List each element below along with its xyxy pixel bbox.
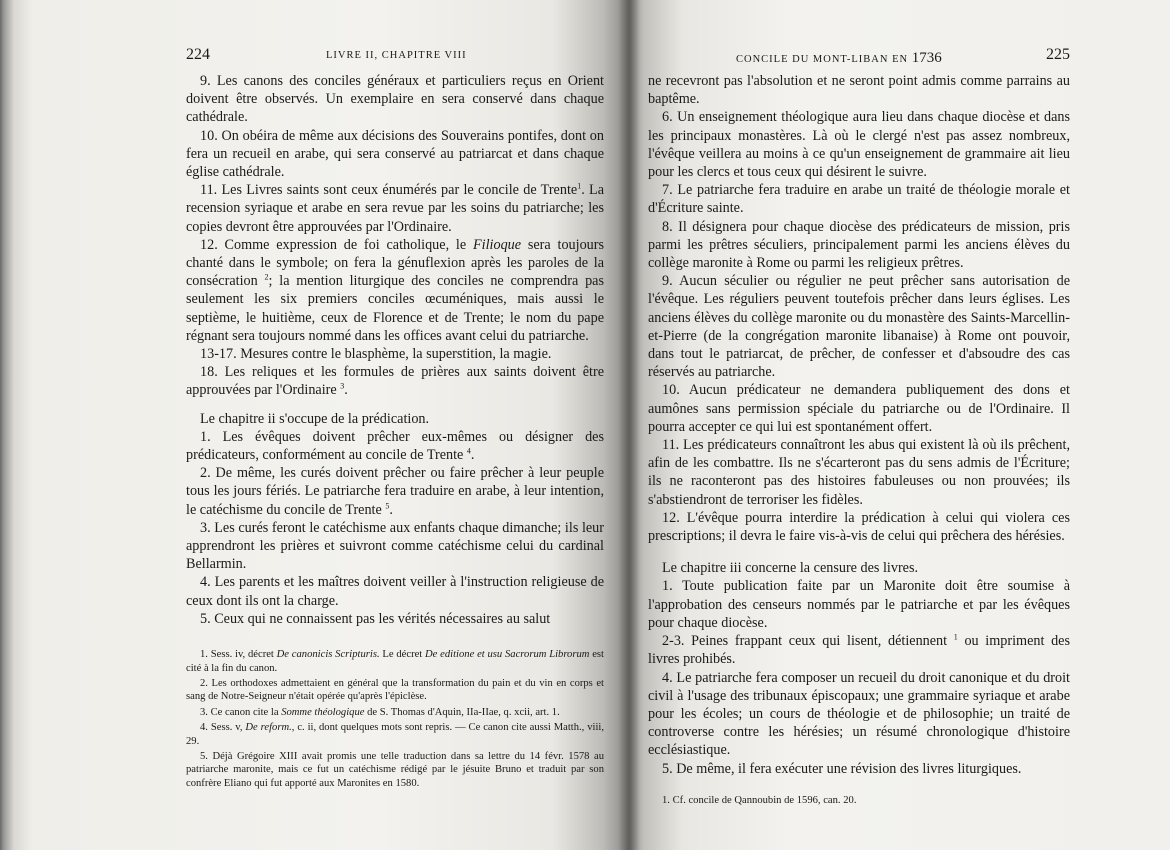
paragraph: 1. Les évêques doivent prêcher eux-mêmes ou désigner des prédicateurs, conformément au concile de Trente $^4$. xyxy=(186,428,604,464)
paragraph: 4. Le patriarche fera composer un recueil du droit canonique et du droit civil à l'usage des tribunaux épiscopaux; une grammaire syriaque et arabe pour les écoles; un cours de théologie et de philosophie; un traité de controverse contre les hérésies; un résumé chronologique d'histoire ecclésiastique. xyxy=(648,669,1070,759)
paragraph: 11. Les prédicateurs connaîtront les abus qui existent là où ils prêchent, afin de les combattre. Ils ne s'écarteront pas du sens admis de l'Écriture; ils ne raconteront pas des histoires fabuleuses ou non prouvées; ils s'abstiendront de terroriser les fidèles. xyxy=(648,437,1070,508)
running-head: CONCILE DU MONT-LIBAN EN 1736 xyxy=(736,50,942,66)
section-intro: Le chapitre iii concerne la censure des livres. xyxy=(662,560,919,577)
footnote: 1. Cf. concile de Qannoubin de 1596, can. 20. xyxy=(662,794,857,806)
paragraph: 7. Le patriarche fera traduire en arabe un traité de théologie morale et d'Écriture sainte. xyxy=(648,182,1070,217)
paragraph: 2. De même, les curés doivent prêcher ou faire prêcher à leur peuple tous les jours fériés. Le patriarche fera traduire en arabe, à leur intention, le catéchisme du concile de Trente $^5$. xyxy=(186,465,604,518)
footnotes xyxy=(186,648,604,790)
book-gutter xyxy=(618,0,640,850)
paragraph: 6. Un enseignement théologique aura lieu dans chaque diocèse et dans les principaux monastères. Là où le clergé n'est pas assez nombreux, l'évêque veillera au moins à ce qu'un enseignement de grammaire ait lieu pour les clercs et tous ceux qui désirent le suivre. xyxy=(648,109,1070,181)
paragraph: 12. Comme expression de foi catholique, le Filioque sera toujours chanté dans le symbole; on fera la génuflexion après les paroles de la consécration $^2$; la mention liturgique des conciles ne comprendra pas seulement les six premiers conciles œcuméniques, mais aussi le septième, le huitième, ceux de Florence et de Trente; le nom du pape régnant sera toujours nommé dans les offices avant celui du patriarche. xyxy=(186,236,605,344)
page-number: 224 xyxy=(186,46,210,63)
footnote-ref: 3 xyxy=(340,381,345,391)
footnote: 4. Sess. v, De reform., c. ii, dont quelques mots sont repris. — Ce canon cite aussi Matth., viii, 29. xyxy=(186,722,604,747)
footnote: 2. Les orthodoxes admettaient en général que la transformation du pain et du vin en corps et sang de Notre-Seigneur n'était opérée qu'après l'épiclèse. xyxy=(186,677,604,703)
footnote: 5. Déjà Grégoire XIII avait promis une telle traduction dans sa lettre du 14 févr. 1578 au patriarche maronite, mais ce fut un catéchisme rédigé par le jésuite Bruno et traduit par son confrère Eliano qui fut apporté aux Maronites en 1580. xyxy=(186,750,604,789)
footnote-ref: 2 xyxy=(264,272,269,282)
footnote: 3. Ce canon cite la Somme théologique de S. Thomas d'Aquin, IIa-IIae, q. xcii, art. 1. xyxy=(200,706,560,718)
left-page-body xyxy=(186,72,604,628)
footnotes xyxy=(648,794,1070,807)
running-head: LIVRE II, CHAPITRE VIII xyxy=(326,50,467,61)
paragraph: 3. Les curés feront le catéchisme aux enfants chaque dimanche; ils leur apprendront les prières et suivront comme catéchisme celui du cardinal Bellarmin. xyxy=(186,519,604,573)
footnote-ref: 1 xyxy=(577,181,582,191)
paragraph: 18. Les reliques et les formules de prières aux saints doivent être approuvées par l'Ordinaire $^3$. xyxy=(186,364,604,399)
paragraph: 9. Les canons des conciles généraux et particuliers reçus en Orient doivent être observés. Un exemplaire en sera conservé dans chaque cathédrale. xyxy=(186,73,604,126)
paragraph: 4. Les parents et les maîtres doivent veiller à l'instruction religieuse de ceux dont ils ont la charge. xyxy=(186,574,604,609)
paragraph: 8. Il désignera pour chaque diocèse des prédicateurs de mission, pris parmi les prêtres séculiers, principalement parmi les anciens élèves du collège maronite à Rome ou parmi les religieux prêtres. xyxy=(648,218,1070,272)
paragraph: 10. Aucun prédicateur ne demandera publiquement des dons et aumônes sans permission spéciale du patriarche ou de l'Ordinaire. Il pourra accepter ce qui lui est spontanément offert. xyxy=(648,382,1070,435)
right-page-header xyxy=(648,46,1070,72)
footnote: 1. Sess. iv, décret De canonicis Scripturis. Le décret De editione et usu Sacrorum Librorum est cité à la fin du canon. xyxy=(186,649,604,674)
paragraph: 5. De même, il fera exécuter une révision des livres liturgiques. xyxy=(662,760,1022,777)
paragraph: 10. On obéira de même aux décisions des Souverains pontifes, dont on fera un recueil en arabe, qui sera conservé au patriarcat et dans chaque église cathédrale. xyxy=(186,127,604,181)
paragraph: 5. Ceux qui ne connaissent pas les vérités nécessaires au salut xyxy=(200,610,551,627)
right-page-body xyxy=(648,72,1070,778)
footnote-ref: 4 xyxy=(466,446,471,456)
paragraph: 2-3. Peines frappant ceux qui lisent, détiennent $^1$ ou impriment des livres prohibés. xyxy=(648,632,1070,668)
page-number: 225 xyxy=(1046,46,1070,63)
left-page-header xyxy=(186,46,604,72)
right-page xyxy=(628,0,1170,850)
paragraph: 12. L'évêque pourra interdire la prédication à celui qui violera ces prescriptions; il devra le faire vis-à-vis de celui qui prêchera des hérésies. xyxy=(648,509,1070,545)
paragraph: 13-17. Mesures contre le blasphème, la superstition, la magie. xyxy=(200,346,552,363)
footnote-ref: 1 xyxy=(953,632,958,642)
footnote-ref: 5 xyxy=(385,500,390,510)
paragraph: 9. Aucun séculier ou régulier ne peut prêcher sans autorisation de l'évêque. Les réguliers peuvent toutefois prêcher dans leurs églises. Les anciens élèves du collège maronite ou du monastère des Saints-Marcellin-et-Pierre (de la congrégation maronite libanaise) à Rome ont pouvoir, dans tout le patriarcat, de prêcher, de confesser et d'absoudre des cas réservés au patriarche. xyxy=(648,273,1070,381)
paragraph: 11. Les Livres saints sont ceux énumérés par le concile de Trente$^1$. La recension syriaque et arabe en sera revue par les soins du patriarche; les copies devront être approuvées par l'Ordinaire. xyxy=(186,181,604,235)
section-intro: Le chapitre ii s'occupe de la prédication. xyxy=(200,410,430,427)
paragraph: 1. Toute publication faite par un Maronite doit être soumise à l'approbation des censeurs nommés par le patriarche et par les évêques pour chaque diocèse. xyxy=(648,578,1070,631)
paragraph: ne recevront pas l'absolution et ne seront point admis comme parrains au baptême. xyxy=(648,73,1070,108)
